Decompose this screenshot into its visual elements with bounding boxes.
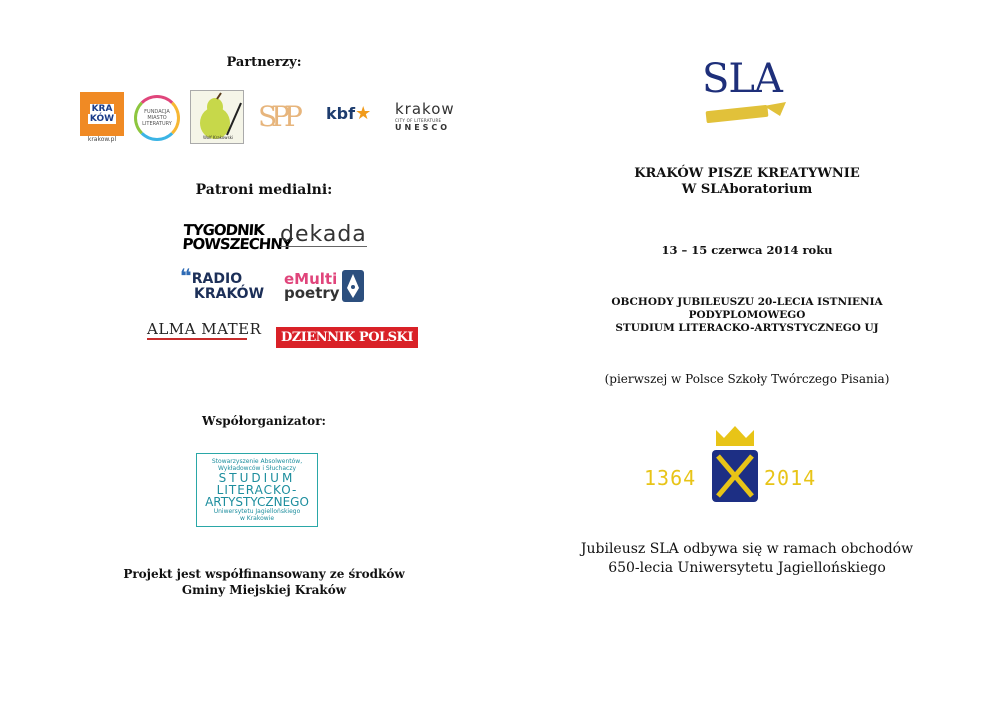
unesco-city-of-literature-logo: krakow CITY OF LITERATURE UNESCO <box>395 100 455 132</box>
pear-logo <box>190 90 244 144</box>
jubilee-note: Jubileusz SLA odbywa się w ramach obchodów 650-lecia Uniwersytetu Jagiellońskiego <box>580 541 914 576</box>
crown-crest-icon <box>708 424 762 508</box>
financing-note: Projekt jest współfinansowany ze środków Gminy Miejskiej Kraków <box>123 567 405 597</box>
sla-association-logo: Stowarzyszenie Absolwentów, Wykładowców i Słuchaczy STUDIUM LITERACKO- ARTYSTYCZNEGO Uniwersytetu Jagiellońskiego w Krakowie <box>196 453 318 527</box>
fundacja-logo: FUNDACJA MIASTO LITERATURY <box>134 95 180 141</box>
pen-nib-icon <box>764 102 786 120</box>
krakow-logo: KRA KÓW krakow.pl <box>80 92 124 143</box>
media-patrons-heading: Patroni medialni: <box>195 182 333 198</box>
sla-logo: SLA <box>686 56 806 136</box>
anniversary-title: OBCHODY JUBILEUSZU 20-LECIA ISTNIENIA PODYPLOMOWEGO STUDIUM LITERACKO-ARTYSTYCZNEGO UJ <box>611 296 883 334</box>
event-dates: 13 – 15 czerwca 2014 roku <box>661 243 833 257</box>
dekada-logo: dekada <box>280 222 367 247</box>
emulti-poetry-logo: eMulti poetry <box>284 270 364 302</box>
partners-heading: Partnerzy: <box>226 55 302 70</box>
dziennik-polski-logo: DZIENNIK POLSKI <box>276 327 418 348</box>
kbf-logo: kbf ★ <box>326 103 372 124</box>
event-title: KRAKÓW PISZE KREATYWNIE W SLAboratorium <box>634 166 860 197</box>
tygodnik-powszechny-logo: TYGODNIK POWSZECHNY <box>181 221 293 253</box>
svg-text:Wolf Krakowski: Wolf Krakowski <box>203 135 234 140</box>
alma-mater-logo: ALMA MATER <box>147 320 262 338</box>
school-note: (pierwszej w Polsce Szkoły Twórczego Pisania) <box>604 372 890 386</box>
spp-logo: SPP <box>258 100 297 133</box>
uj-650-crest: 1364 2014 <box>644 424 834 512</box>
right-column <box>496 0 992 701</box>
pen-nib-icon <box>342 270 364 302</box>
golden-pen-icon <box>706 105 769 123</box>
co-organizer-heading: Współorganizator: <box>202 414 326 428</box>
radio-krakow-logo: ❝RADIO KRAKÓW <box>180 264 265 302</box>
